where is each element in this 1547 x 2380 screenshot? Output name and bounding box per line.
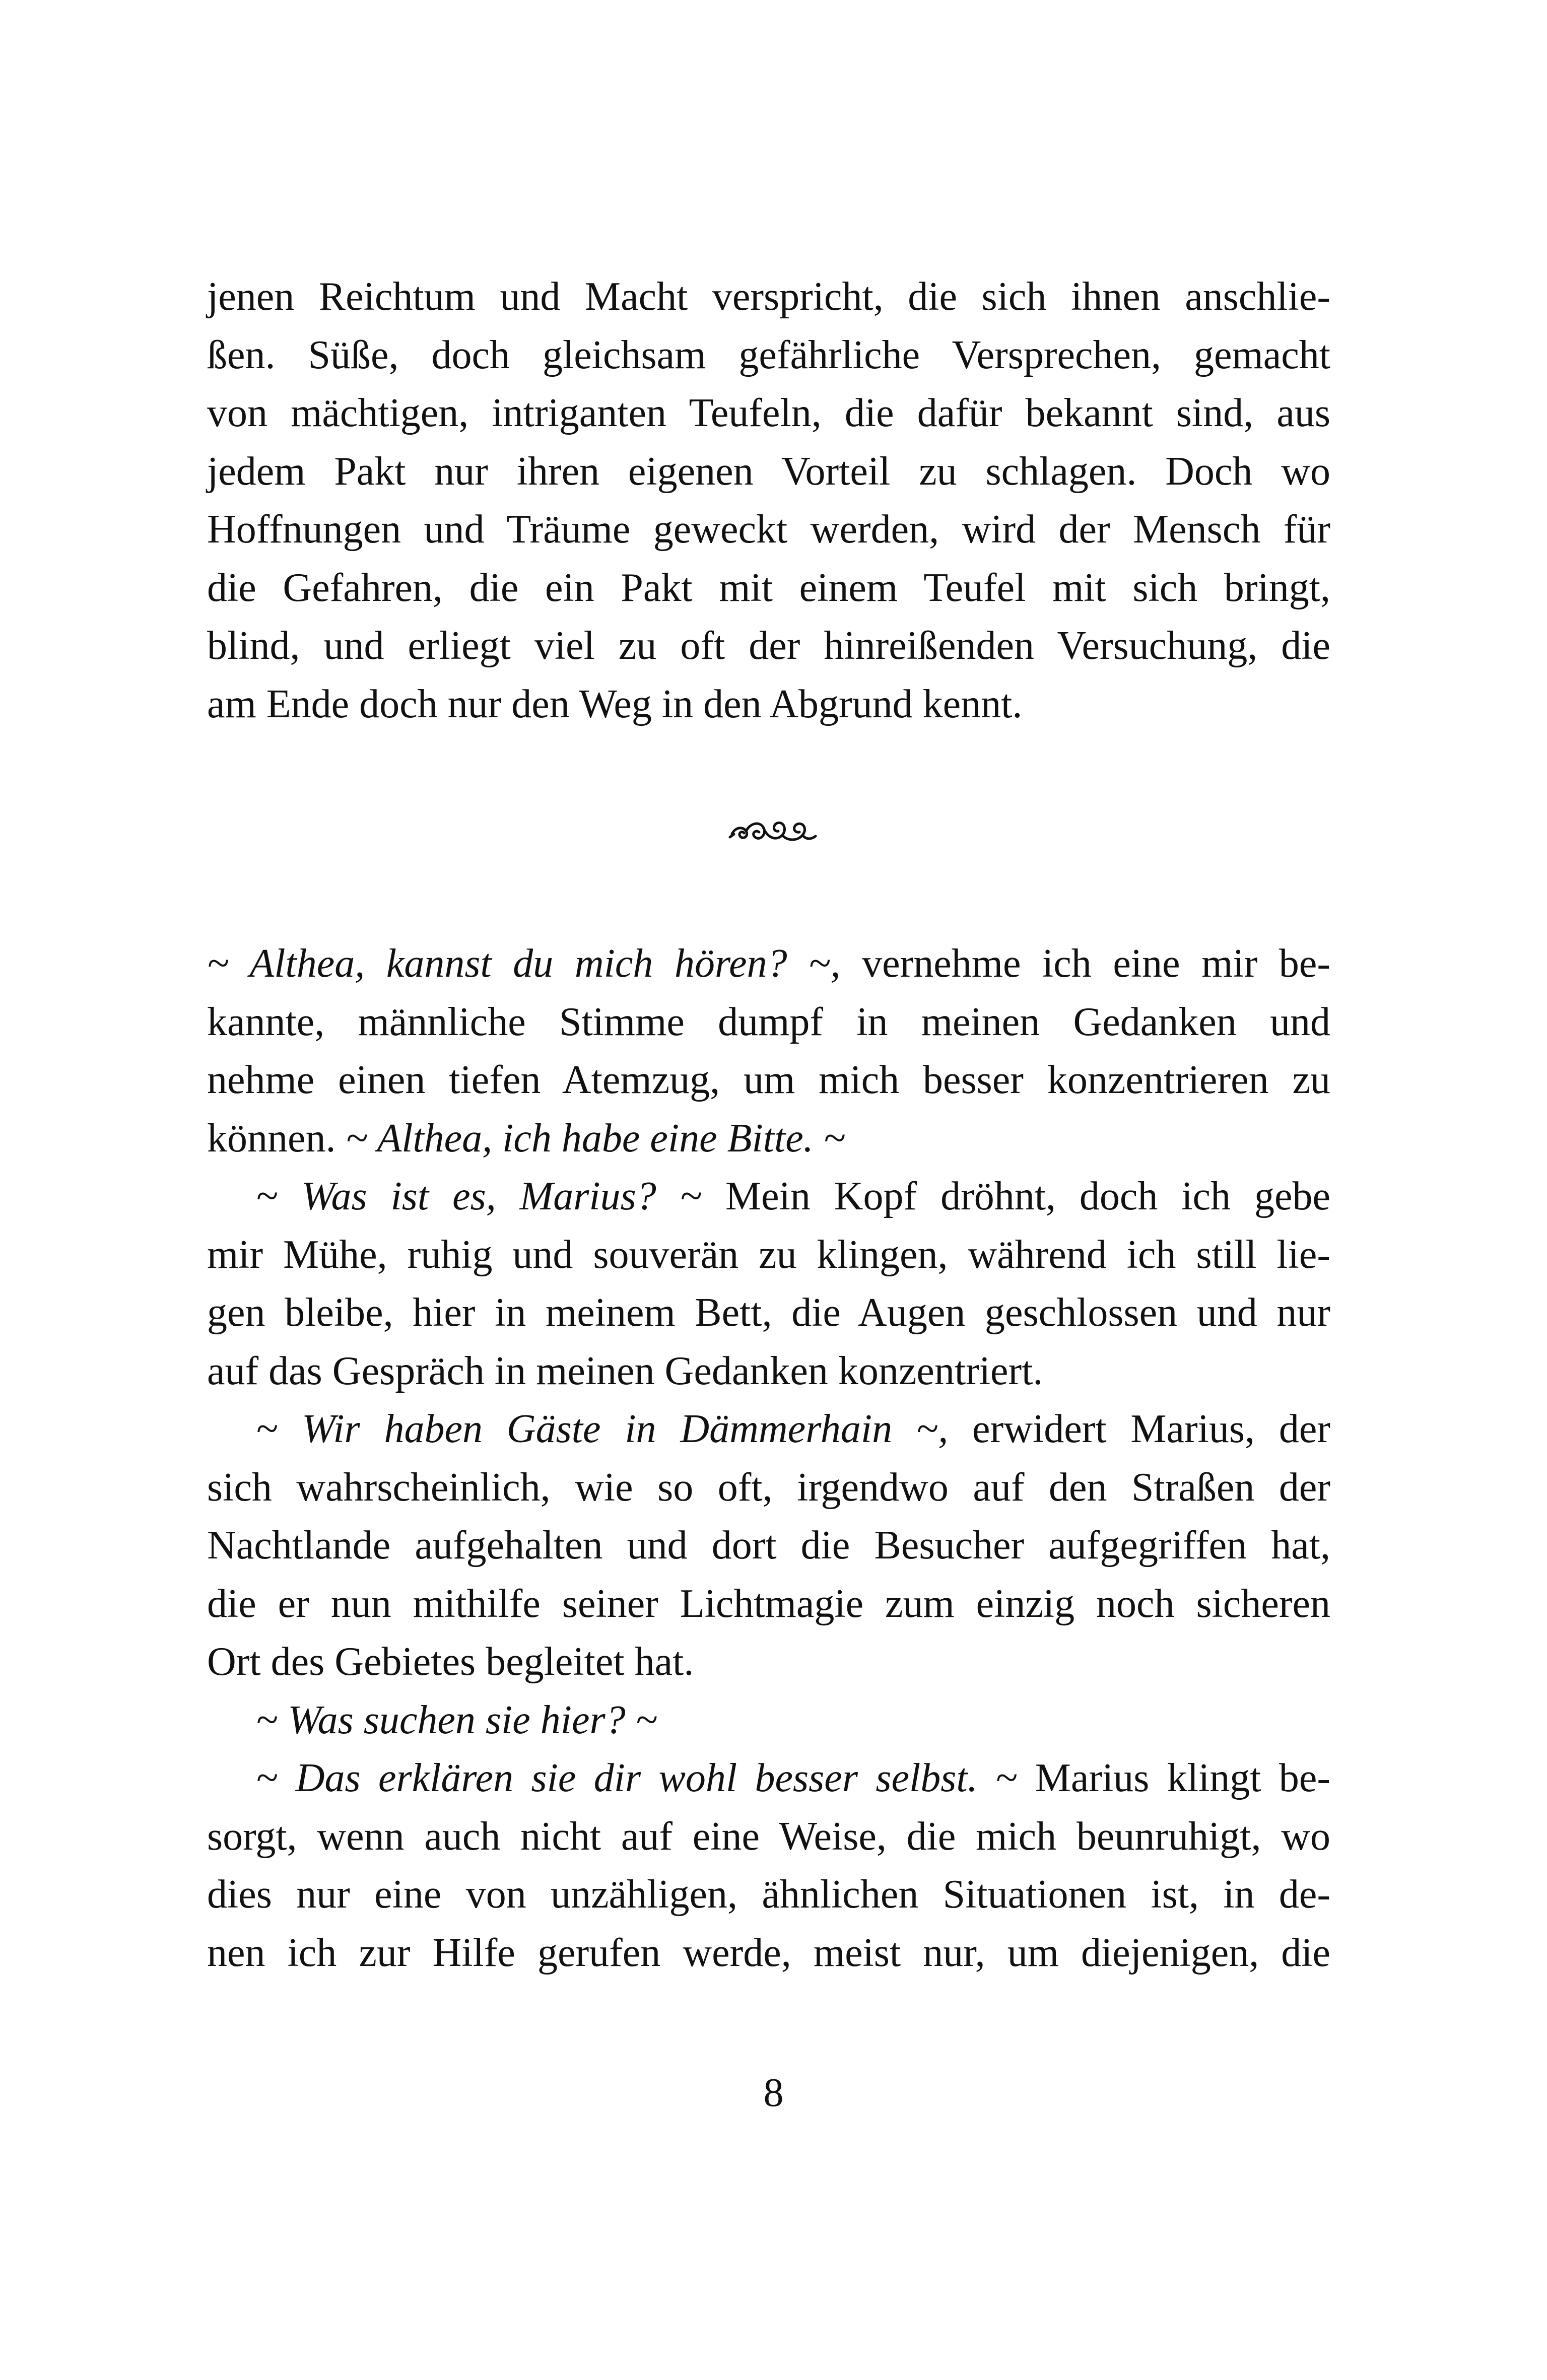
paragraph-section-2 <box>207 935 1330 1982</box>
text-line: ~ Was ist es, Marius? ~ Mein Kopf dröhnt, doch ich gebe <box>256 1174 1331 1218</box>
text-line: Nachtlande aufgehalten und dort die Besucher aufgegriffen hat, <box>207 1523 1330 1568</box>
text-line: die er nun mithilfe seiner Lichtmagie zum einzig noch sicheren <box>207 1581 1330 1626</box>
text-line: nen ich zur Hilfe gerufen werde, meist nur, um diejenigen, die <box>207 1930 1330 1975</box>
text-line: auf das Gespräch in meinen Gedanken konzentriert. <box>207 1348 1043 1393</box>
text-line: am Ende doch nur den Weg in den Abgrund kennt. <box>207 682 1023 726</box>
page-number: 8 <box>763 2071 784 2115</box>
text-line: ~ Althea, kannst du mich hören? ~, vernehme ich eine mir be- <box>207 941 1330 986</box>
scroll-flourish-icon <box>728 812 819 847</box>
text-line: Hoffnungen und Träume geweckt werden, wird der Mensch für <box>207 507 1330 552</box>
text-line: Ort des Gebietes begleitet hat. <box>207 1640 694 1684</box>
text-line: dies nur eine von unzähligen, ähnlichen Situationen ist, in de- <box>207 1872 1330 1917</box>
text-line: jenen Reichtum und Macht verspricht, die sich ihnen anschlie- <box>207 275 1330 319</box>
text-line: ~ Wir haben Gäste in Dämmerhain ~, erwidert Marius, der <box>256 1407 1331 1451</box>
paragraph-section-1 <box>207 268 1330 733</box>
text-line: ~ Was suchen sie hier? ~ <box>256 1697 657 1742</box>
text-line: können. ~ Althea, ich habe eine Bitte. ~ <box>207 1116 845 1161</box>
text-line: von mächtigen, intriganten Teufeln, die dafür bekannt sind, aus <box>207 391 1330 435</box>
text-line: nehme einen tiefen Atemzug, um mich besser konzentrieren zu <box>207 1058 1330 1102</box>
text-line: gen bleibe, hier in meinem Bett, die Augen geschlossen und nur <box>207 1290 1330 1335</box>
text-line: sorgt, wenn auch nicht auf eine Weise, die mich beunruhigt, wo <box>207 1814 1330 1859</box>
text-line: blind, und erliegt viel zu oft der hinreißenden Versuchung, die <box>207 624 1330 668</box>
text-line: jedem Pakt nur ihren eigenen Vorteil zu schlagen. Doch wo <box>207 449 1330 494</box>
text-line: kannte, männliche Stimme dumpf in meinen Gedanken und <box>207 999 1330 1044</box>
text-line: ~ Das erklären sie dir wohl besser selbst. ~ Marius klingt be- <box>256 1756 1331 1800</box>
text-line: mir Mühe, ruhig und souverän zu klingen, während ich still lie- <box>207 1232 1330 1277</box>
text-line: sich wahrscheinlich, wie so oft, irgendwo auf den Straßen der <box>207 1465 1330 1510</box>
text-line: die Gefahren, die ein Pakt mit einem Teufel mit sich bringt, <box>207 565 1330 610</box>
text-line: ßen. Süße, doch gleichsam gefährliche Versprechen, gemacht <box>207 332 1330 377</box>
